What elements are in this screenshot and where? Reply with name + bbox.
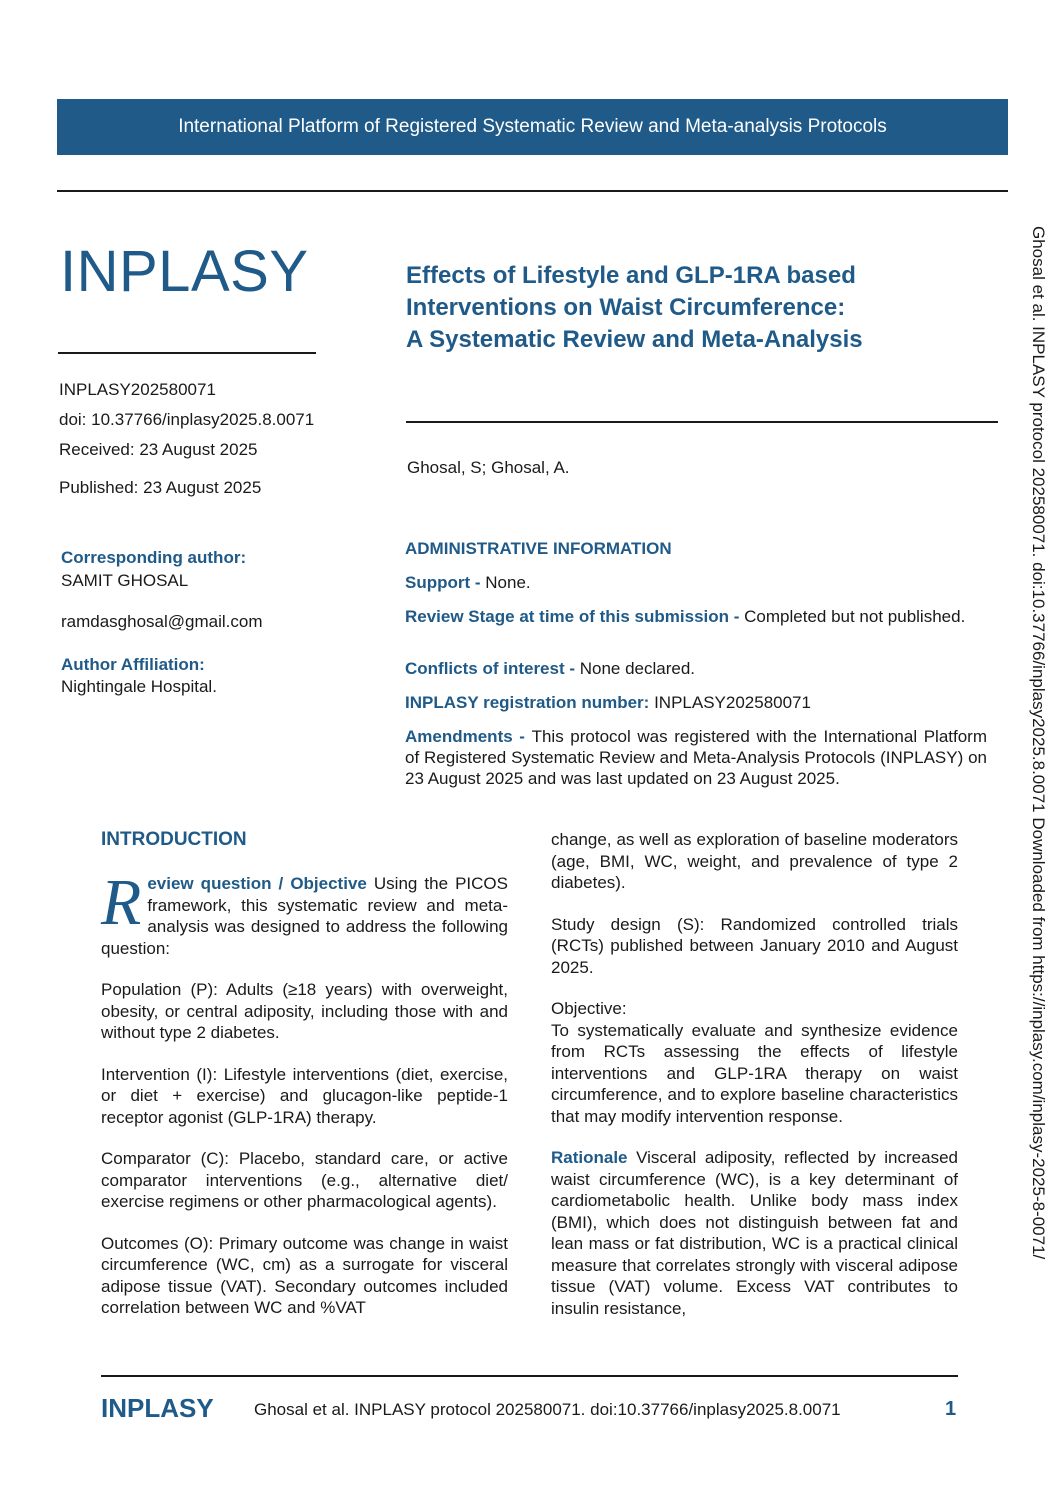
rationale-text: Visceral adiposity, reflected by increased waist circumference (WC), is a key determinant of cardiometabolic health. Unlike body mass index (BMI), which does not distinguish between fat and lean mass or fat distribution, WC is a practical clinical measure that correlates strongly with visceral adipose tissue (VAT) volume. Excess VAT contributes to insulin resistance, — [551, 1148, 958, 1318]
protocol-id: INPLASY202580071 — [59, 380, 216, 399]
registration-value: INPLASY202580071 — [654, 693, 811, 712]
population: Population (P): Adults (≥18 years) with overweight, obesity, or central adiposity, including those with and without type 2 diabetes. — [101, 980, 508, 1042]
right-column — [551, 829, 958, 1339]
introduction-heading: INTRODUCTION — [101, 829, 247, 850]
admin-conflicts — [405, 658, 987, 679]
intervention: Intervention (I): Lifestyle interventions (diet, exercise, or diet + exercise) and glucagon-like peptide-1 receptor agonist (GLP-1RA) therapy. — [101, 1064, 508, 1127]
left-column — [101, 866, 508, 1339]
outcomes: Outcomes (O): Primary outcome was change in waist circumference (WC, cm) as a surrogate for visceral adipose tissue (VAT). Secondary outcomes included correlation between WC and %VAT — [101, 1233, 508, 1317]
admin-support — [405, 572, 987, 593]
paper-title — [406, 260, 966, 356]
admin-amendments — [405, 726, 987, 789]
page-number: 1 — [945, 1398, 957, 1420]
drop-cap: R — [101, 866, 142, 939]
rationale-label: Rationale — [551, 1148, 628, 1167]
corresponding-author-email[interactable]: ramdasghosal@gmail.com — [61, 612, 263, 631]
amendments-value: This protocol was registered with the International Platform of Registered Systematic Review and Meta-Analysis Protocols (INPLASY) on 23 August 2025 and was last updated on 23 August 2025. — [405, 727, 987, 788]
title-divider — [406, 421, 998, 423]
admin-registration — [405, 692, 987, 713]
affiliation-value: Nightingale Hospital. — [61, 677, 217, 696]
footer-divider — [101, 1375, 958, 1377]
objective-label: Objective: — [551, 999, 627, 1018]
side-citation-text: Ghosal et al. INPLASY protocol 202580071. doi:10.37766/inplasy2025.8.0071 Downloaded from https://inplasy.com/inplasy-2025-8-0071/ — [1029, 226, 1048, 1260]
published-date: Published: 23 August 2025 — [59, 478, 262, 497]
header-banner: International Platform of Registered Systematic Review and Meta-analysis Protocols — [57, 99, 1008, 155]
title-line-2: Interventions on Waist Circumference: — [406, 294, 846, 321]
review-question-text: Using the PICOS framework, this systematic review and meta-analysis was designed to address the following question: — [101, 874, 508, 958]
study-design: Study design (S): Randomized controlled trials (RCTs) published between January 2010 and August 2025. — [551, 914, 958, 977]
outcomes-continued: change, as well as exploration of baseline moderators (age, BMI, WC, weight, and prevalence of type 2 diabetes). — [551, 830, 958, 892]
support-label: Support - — [405, 573, 486, 592]
admin-review-stage — [405, 606, 987, 627]
footer-citation: Ghosal et al. INPLASY protocol 202580071. doi:10.37766/inplasy2025.8.0071 — [254, 1400, 841, 1419]
review-question — [101, 866, 508, 959]
admin-heading: ADMINISTRATIVE INFORMATION — [405, 539, 672, 558]
header-divider — [57, 190, 1008, 192]
stage-label: Review Stage at time of this submission - — [405, 607, 745, 626]
conflicts-value: None declared. — [579, 659, 696, 678]
title-line-3: A Systematic Review and Meta-Analysis — [406, 326, 863, 353]
stage-value: Completed but not published. — [744, 607, 966, 626]
inplasy-logo: INPLASY — [60, 239, 309, 304]
footer-logo: INPLASY — [101, 1393, 214, 1423]
affiliation-label: Author Affiliation: — [61, 655, 205, 674]
comparator: Comparator (C): Placebo, standard care, or active comparator interventions (e.g., alternative diet/ exercise regimens or other pharmacological agents). — [101, 1149, 508, 1211]
title-line-1: Effects of Lifestyle and GLP-1RA based — [406, 262, 856, 289]
objective — [551, 998, 958, 1127]
conflicts-label: Conflicts of interest - — [405, 659, 580, 678]
doi: doi: 10.37766/inplasy2025.8.0071 — [59, 410, 315, 429]
registration-label: INPLASY registration number: — [405, 693, 655, 712]
corresponding-author-label: Corresponding author: — [61, 548, 247, 567]
amendments-label: Amendments - — [405, 727, 532, 746]
logo-divider — [58, 352, 316, 354]
authors: Ghosal, S; Ghosal, A. — [407, 458, 570, 477]
corresponding-author-name: SAMIT GHOSAL — [61, 571, 189, 590]
support-value: None. — [485, 573, 531, 592]
received-date: Received: 23 August 2025 — [59, 440, 258, 459]
rationale — [551, 1147, 958, 1319]
objective-text: To systematically evaluate and synthesize evidence from RCTs assessing the effects of lifestyle interventions and GLP-1RA therapy on waist circumference, and to explore baseline characteristics that may modify intervention response. — [551, 1020, 958, 1126]
review-question-label: eview question / Objective — [147, 874, 367, 893]
